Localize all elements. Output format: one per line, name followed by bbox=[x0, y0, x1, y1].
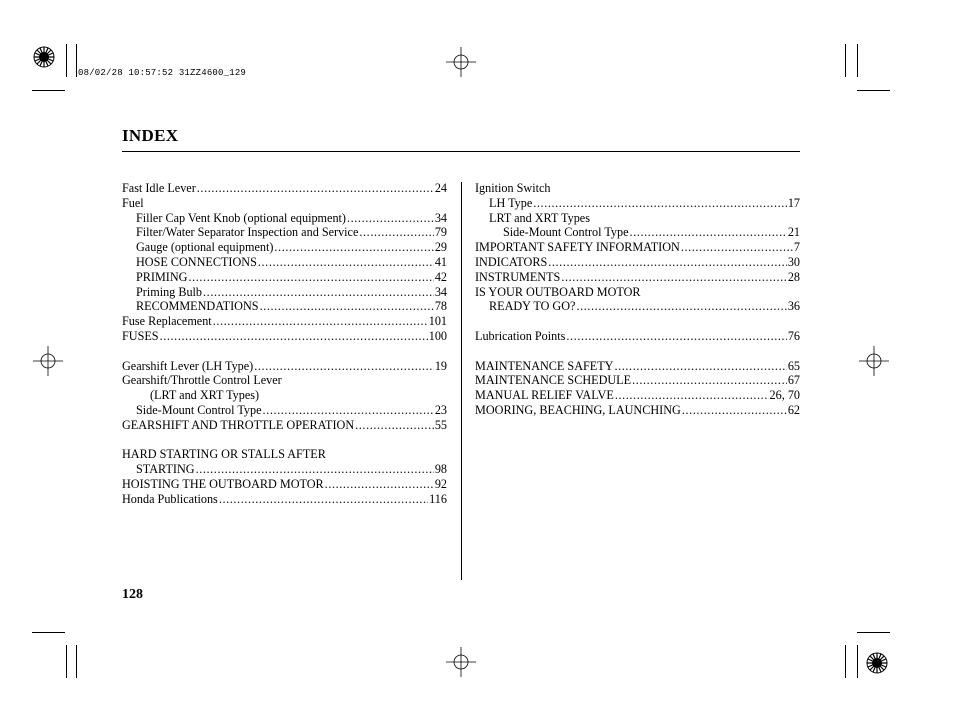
dot-leader bbox=[615, 388, 769, 403]
crop-mark bbox=[857, 90, 890, 91]
dot-leader bbox=[548, 255, 787, 270]
crop-mark bbox=[32, 632, 65, 633]
index-entry-label: HARD STARTING OR STALLS AFTER bbox=[122, 447, 326, 462]
index-entry-label: IMPORTANT SAFETY INFORMATION bbox=[475, 240, 680, 255]
index-entry-page: 23 bbox=[434, 402, 447, 417]
index-entry bbox=[475, 359, 800, 374]
dot-leader bbox=[566, 329, 786, 344]
dot-leader bbox=[630, 225, 787, 240]
index-entry-label: IS YOUR OUTBOARD MOTOR bbox=[475, 284, 641, 299]
crop-mark bbox=[857, 645, 858, 678]
index-entry bbox=[475, 181, 800, 196]
index-entry bbox=[475, 403, 800, 418]
dot-leader bbox=[188, 270, 433, 285]
dot-leader bbox=[359, 225, 433, 240]
column-divider bbox=[461, 182, 462, 580]
index-entry-label: FUSES bbox=[122, 328, 159, 343]
index-entry-page: 34 bbox=[434, 210, 447, 225]
index-entry-label: Priming Bulb bbox=[136, 284, 203, 299]
crop-mark bbox=[857, 44, 858, 77]
index-entry bbox=[122, 314, 447, 329]
index-entry-label: Honda Publications bbox=[122, 491, 218, 506]
index-entry-label: MANUAL RELIEF VALVE bbox=[475, 388, 614, 403]
index-entry-page: 78 bbox=[434, 299, 447, 314]
index-entry-label: Fuse Replacement bbox=[122, 314, 212, 329]
index-entry-label: READY TO GO? bbox=[489, 299, 576, 314]
index-entry-label: Filter/Water Separator Inspection and Service bbox=[136, 225, 359, 240]
index-entry-label: STARTING bbox=[136, 462, 195, 477]
index-entry bbox=[122, 477, 447, 492]
dot-leader bbox=[263, 403, 434, 418]
index-entry-label: HOISTING THE OUTBOARD MOTOR bbox=[122, 476, 324, 491]
index-entry-label: Fuel bbox=[122, 195, 144, 210]
registration-crosshair-icon bbox=[446, 47, 476, 77]
index-entry-label: Filler Cap Vent Knob (optional equipment) bbox=[136, 210, 346, 225]
index-entry bbox=[122, 492, 447, 507]
index-entry bbox=[122, 329, 447, 344]
dot-leader bbox=[203, 285, 434, 300]
registration-crosshair-icon bbox=[446, 647, 476, 677]
index-entry bbox=[122, 285, 447, 300]
index-entry-label: HOSE CONNECTIONS bbox=[136, 254, 257, 269]
page-number: 128 bbox=[122, 587, 143, 602]
index-entry-page: 55 bbox=[434, 417, 447, 432]
index-entry bbox=[122, 255, 447, 270]
index-entry-page: 36 bbox=[787, 299, 800, 314]
index-entry-label: Side-Mount Control Type bbox=[136, 402, 262, 417]
registration-crosshair-icon bbox=[33, 346, 63, 376]
index-entry-label: PRIMING bbox=[136, 269, 188, 284]
entry-gap bbox=[475, 344, 800, 359]
registration-starburst-icon bbox=[33, 46, 55, 68]
index-entry-page: 98 bbox=[434, 462, 447, 477]
index-entry-page: 100 bbox=[428, 328, 447, 343]
crop-mark bbox=[76, 645, 77, 678]
index-entry-page: 101 bbox=[428, 314, 447, 329]
index-entry-page: 67 bbox=[787, 373, 800, 388]
dot-leader bbox=[561, 270, 786, 285]
index-entry bbox=[122, 462, 447, 477]
index-entry bbox=[475, 255, 800, 270]
dot-leader bbox=[614, 359, 786, 374]
registration-crosshair-icon bbox=[859, 346, 889, 376]
dot-leader bbox=[576, 299, 786, 314]
crop-mark bbox=[857, 632, 890, 633]
index-entry-page: 24 bbox=[434, 181, 447, 195]
index-entry-label: LH Type bbox=[489, 195, 533, 210]
index-entry-label: RECOMMENDATIONS bbox=[136, 299, 259, 314]
crop-mark bbox=[66, 645, 67, 678]
index-entry-page: 19 bbox=[434, 358, 447, 373]
index-entry-label: INSTRUMENTS bbox=[475, 269, 561, 284]
registration-starburst-icon bbox=[866, 652, 888, 674]
index-entry-page: 21 bbox=[787, 225, 800, 240]
dot-leader bbox=[213, 314, 428, 329]
index-entry-page: 116 bbox=[429, 491, 447, 506]
dot-leader bbox=[160, 329, 428, 344]
index-entry-label: GEARSHIFT AND THROTTLE OPERATION bbox=[122, 417, 355, 432]
dot-leader bbox=[254, 359, 434, 374]
index-entry-page: 62 bbox=[787, 402, 800, 417]
index-entry bbox=[122, 447, 447, 462]
entry-gap bbox=[475, 314, 800, 329]
index-entry-page: 26, 70 bbox=[769, 388, 800, 403]
index-entry-page: 76 bbox=[787, 328, 800, 343]
dot-leader bbox=[260, 299, 434, 314]
index-entry-label: Gauge (optional equipment) bbox=[136, 240, 274, 255]
index-entry-label: MAINTENANCE SCHEDULE bbox=[475, 373, 632, 388]
index-entry bbox=[122, 270, 447, 285]
index-entry-page: 42 bbox=[434, 269, 447, 284]
index-entry-page: 30 bbox=[787, 254, 800, 269]
index-entry-page: 41 bbox=[434, 254, 447, 269]
crop-mark bbox=[845, 44, 846, 77]
index-entry bbox=[475, 211, 800, 226]
index-entry-label: MAINTENANCE SAFETY bbox=[475, 358, 614, 373]
index-entry-label: LRT and XRT Types bbox=[489, 210, 590, 225]
index-entry bbox=[122, 373, 447, 388]
index-entry-label: (LRT and XRT Types) bbox=[150, 388, 260, 403]
page-title: INDEX bbox=[122, 126, 179, 145]
index-entry-page: 17 bbox=[787, 195, 800, 210]
title-divider bbox=[122, 151, 800, 152]
index-entry bbox=[122, 196, 447, 211]
dot-leader bbox=[355, 418, 434, 433]
index-entry-page: 29 bbox=[434, 240, 447, 255]
dot-leader bbox=[681, 240, 793, 255]
index-entry-page: 65 bbox=[787, 358, 800, 373]
index-entry bbox=[475, 299, 800, 314]
dot-leader bbox=[219, 492, 428, 507]
index-entry-page: 92 bbox=[434, 476, 447, 491]
index-entry bbox=[475, 329, 800, 344]
dot-leader bbox=[196, 462, 434, 477]
dot-leader bbox=[274, 240, 433, 255]
index-entry bbox=[475, 373, 800, 388]
crop-mark bbox=[66, 44, 67, 77]
index-entry-label: Lubrication Points bbox=[475, 328, 566, 343]
index-entry-page: 79 bbox=[434, 225, 447, 240]
index-entry-page: 34 bbox=[434, 284, 447, 299]
dot-leader bbox=[682, 403, 787, 418]
index-entry bbox=[475, 225, 800, 240]
index-entry bbox=[122, 299, 447, 314]
index-entry-label: Gearshift/Throttle Control Lever bbox=[122, 373, 282, 388]
index-entry-label: Fast Idle Lever bbox=[122, 181, 196, 195]
dot-leader bbox=[347, 211, 434, 226]
index-entry-page: 7 bbox=[793, 240, 800, 255]
entry-gap bbox=[122, 433, 447, 448]
dot-leader bbox=[533, 196, 787, 211]
dot-leader bbox=[197, 181, 434, 196]
index-entry bbox=[122, 418, 447, 433]
index-entry-label: Side-Mount Control Type bbox=[503, 225, 629, 240]
dot-leader bbox=[632, 373, 787, 388]
entry-gap bbox=[122, 344, 447, 359]
index-entry bbox=[475, 285, 800, 300]
index-entry bbox=[122, 359, 447, 374]
index-entry bbox=[122, 403, 447, 418]
index-entry-label: INDICATORS bbox=[475, 254, 548, 269]
index-entry bbox=[475, 388, 800, 403]
crop-mark bbox=[76, 44, 77, 77]
index-entry bbox=[122, 240, 447, 255]
index-entry bbox=[475, 270, 800, 285]
crop-mark bbox=[32, 90, 65, 91]
index-column-right bbox=[475, 181, 800, 418]
crop-mark bbox=[845, 645, 846, 678]
index-entry bbox=[122, 211, 447, 226]
dot-leader bbox=[258, 255, 434, 270]
index-entry bbox=[122, 225, 447, 240]
index-entry bbox=[475, 196, 800, 211]
index-entry bbox=[122, 181, 447, 196]
index-entry-label: Ignition Switch bbox=[475, 181, 551, 195]
index-entry bbox=[475, 240, 800, 255]
dot-leader bbox=[325, 477, 434, 492]
index-entry bbox=[122, 388, 447, 403]
print-stamp: 08/02/28 10:57:52 31ZZ4600_129 bbox=[78, 68, 247, 78]
index-column-left bbox=[122, 181, 447, 507]
index-entry-page: 28 bbox=[787, 269, 800, 284]
index-entry-label: MOORING, BEACHING, LAUNCHING bbox=[475, 402, 681, 417]
index-entry-label: Gearshift Lever (LH Type) bbox=[122, 358, 254, 373]
